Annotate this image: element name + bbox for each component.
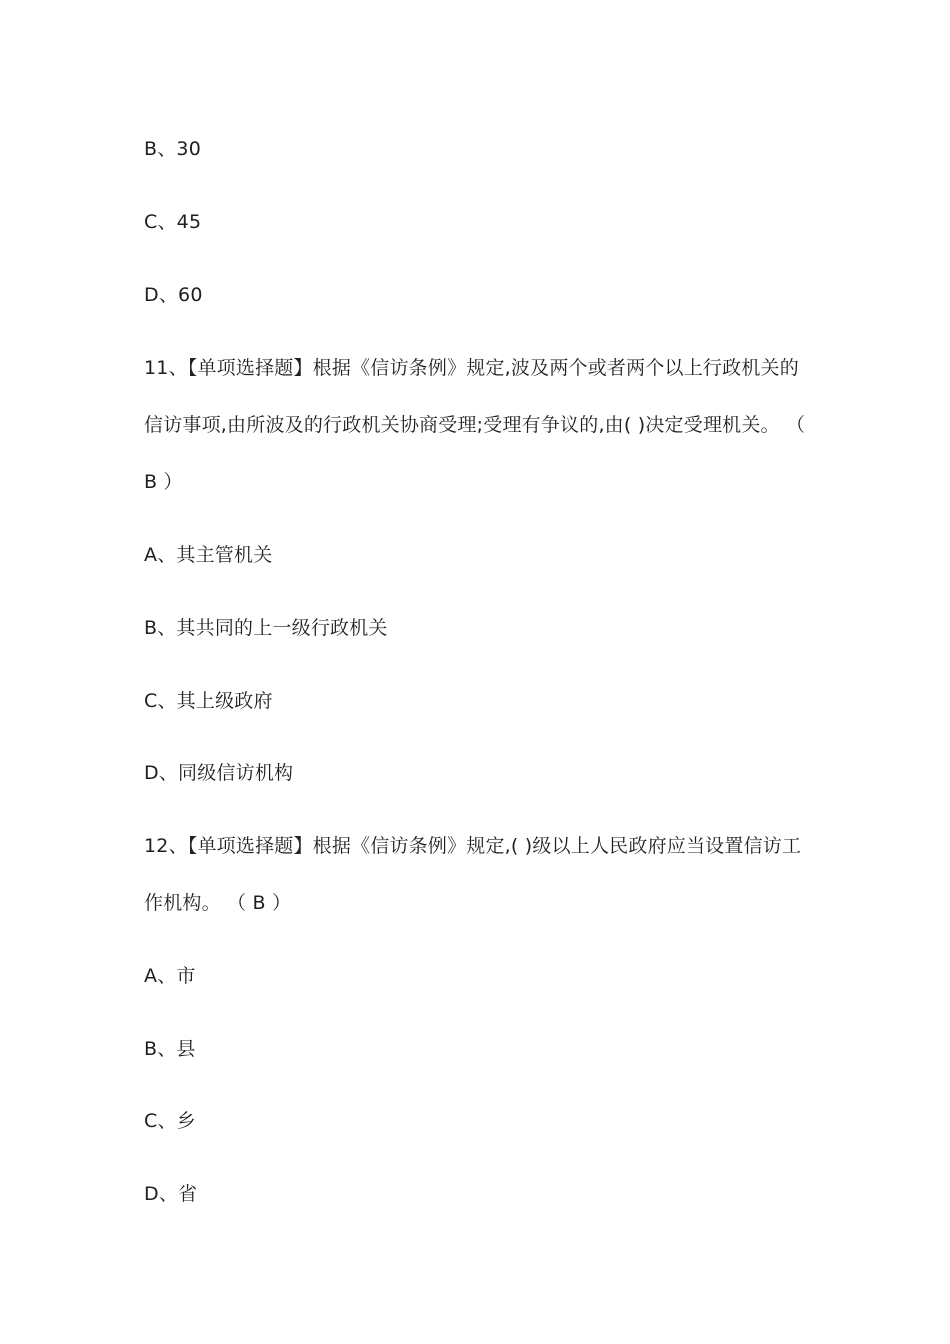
q11-option-c: C、其上级政府 (144, 690, 273, 712)
q11-option-d: D、同级信访机构 (144, 762, 294, 784)
prev-option-b: B、30 (144, 138, 202, 160)
q12-option-d: D、省 (144, 1183, 198, 1205)
q11-option-a: A、其主管机关 (144, 544, 273, 566)
q11-answer-line: B ） (144, 471, 183, 493)
q12-option-b: B、县 (144, 1038, 196, 1060)
q11-stem-line-1: 11、【单项选择题】根据《信访条例》规定,波及两个或者两个以上行政机关的 (144, 357, 799, 379)
prev-option-c: C、45 (144, 211, 202, 233)
q12-stem-line-1: 12、【单项选择题】根据《信访条例》规定,( )级以上人民政府应当设置信访工 (144, 835, 802, 857)
prev-option-d: D、60 (144, 284, 203, 306)
q11-stem-line-2: 信访事项,由所波及的行政机关协商受理;受理有争议的,由( )决定受理机关。 （ (144, 414, 806, 436)
q12-stem-line-2: 作机构。 （ B ） (144, 892, 292, 914)
q12-option-c: C、乡 (144, 1110, 196, 1132)
q11-option-b: B、其共同的上一级行政机关 (144, 617, 388, 639)
q12-option-a: A、市 (144, 965, 196, 987)
